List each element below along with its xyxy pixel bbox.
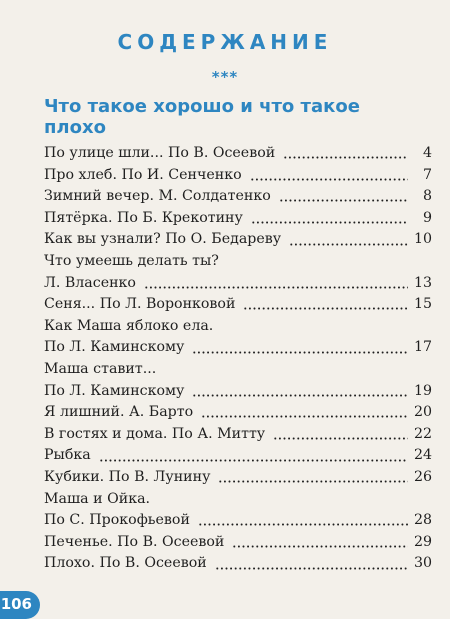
toc-entry [44,381,432,403]
toc-entry-page: 30 [413,555,432,572]
toc-entry-page: 29 [413,533,432,550]
toc-entry-title: По Л. Каминскому [44,382,185,399]
dot-leader [218,479,407,484]
toc-entry-title: Печенье. По В. Осеевой [44,533,225,550]
toc-entry-title: Что умеешь делать ты? [44,252,219,269]
dot-leader [273,436,408,441]
dot-leader [192,393,408,398]
dot-leader [99,458,408,463]
table-of-contents [44,143,432,575]
dot-leader [215,566,408,571]
toc-entry [44,359,432,381]
toc-entry-title: Как Маша яблоко ела. [44,317,214,334]
section-title: Что такое хорошо и что такое плохо [44,96,360,138]
toc-entry [44,402,432,424]
toc-entry-title: Зимний вечер. М. Солдатенко [44,188,271,205]
toc-entry-title: Я лишний. А. Барто [44,404,194,421]
toc-entry-page: 10 [413,231,432,248]
page-number: 106 [0,591,40,619]
dot-leader [250,177,408,182]
dot-leader [279,198,408,203]
dot-leader [198,522,408,527]
toc-entry-title: Маша ставит... [44,360,157,377]
dot-leader [251,220,408,225]
toc-entry-title: Сеня... По Л. Воронковой [44,296,236,313]
dot-leader [232,544,408,549]
toc-entry-title: По улице шли... По В. Осеевой [44,145,276,161]
toc-entry-title: Плохо. По В. Осеевой [44,555,207,572]
toc-entry-page: 9 [422,209,432,226]
toc-entry-title: По Л. Каминскому [44,339,185,356]
dot-leader [243,306,408,311]
dot-leader [201,414,408,419]
toc-entry-page: 28 [413,512,432,529]
toc-entry-page: 8 [422,188,432,205]
toc-entry [44,553,432,575]
toc-entry [44,510,432,532]
toc-entry-title: Как вы узнали? По О. Бедареву [44,231,282,248]
toc-entry-title: Л. Власенко [44,274,136,291]
dot-leader [144,285,408,290]
page-title: СОДЕРЖАНИЕ [117,30,333,54]
dot-leader [192,350,408,355]
toc-entry-title: Рыбка [44,447,91,464]
section-separator: *** [211,68,239,86]
toc-entry-title: Кубики. По В. Лунину [44,468,211,485]
toc-entry-page: 26 [413,468,432,485]
toc-entry [44,489,432,511]
toc-entry [44,208,432,230]
toc-entry [44,251,432,273]
toc-entry [44,467,432,489]
toc-entry-title: По С. Прокофьевой [44,512,190,529]
dot-leader [289,242,408,247]
toc-entry [44,273,432,295]
toc-entry [44,445,432,467]
toc-entry [44,294,432,316]
toc-entry [44,165,432,187]
toc-entry [44,316,432,338]
toc-entry-page: 15 [413,296,432,313]
toc-entry-title: Маша и Ойка. [44,490,151,507]
dot-leader [283,155,408,160]
toc-entry-title: В гостях и дома. По А. Митту [44,425,266,442]
toc-entry [44,532,432,554]
toc-entry-page: 4 [422,145,432,161]
toc-entry [44,424,432,446]
toc-entry-title: Про хлеб. По И. Сенченко [44,166,242,183]
toc-entry-page: 24 [413,447,432,464]
toc-entry-page: 13 [413,274,432,291]
toc-entry-page: 7 [422,166,432,183]
toc-entry-page: 17 [413,339,432,356]
toc-entry [44,186,432,208]
toc-entry [44,337,432,359]
toc-entry-title: Пятёрка. По Б. Крекотину [44,209,243,226]
toc-entry-page: 19 [413,382,432,399]
toc-entry [44,229,432,251]
toc-entry [44,143,432,165]
toc-entry-page: 20 [413,404,432,421]
toc-entry-page: 22 [413,425,432,442]
